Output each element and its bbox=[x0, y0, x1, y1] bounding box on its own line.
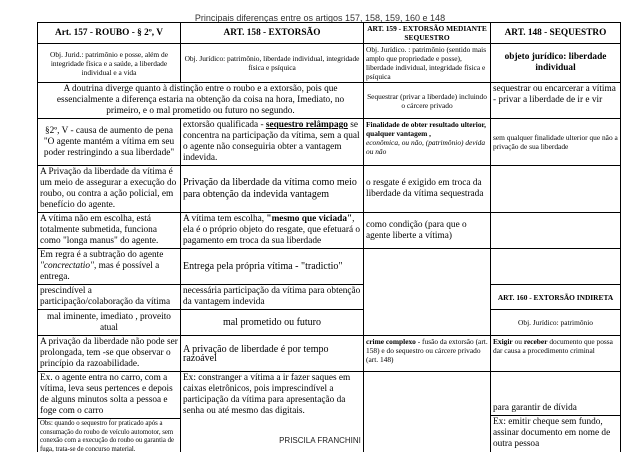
obj-juridico-157: Obj. Jurid.: patrimônio e posse, além de integridade física e a saúde, a liberdade individual e a vida bbox=[38, 44, 181, 83]
finalidade-title: Finalidade de obter resultado ulterior, qualquer vantagem , bbox=[366, 120, 486, 138]
exigir-text: documento que possa dar causa a procedimento criminal bbox=[493, 337, 613, 355]
vitima-escolha-pre: A vítima tem escolha, bbox=[183, 214, 267, 224]
subtracao-157 bbox=[38, 249, 181, 285]
condicao-159: como condição (para que o agente liberte a vítima) bbox=[364, 213, 491, 249]
subtracao-pre: Em regra é a subtração do agente bbox=[40, 250, 164, 260]
receber-label: receber bbox=[523, 337, 548, 346]
doutrina-diverge: A doutrina diverge quanto à distinção entre o roubo e a extorsão, pois que essencialmente a diferença estaria na obtenção da coisa na hora, Imediato, no primeiro, e o mal prometido ou futuro no segundo. bbox=[38, 83, 364, 119]
empty-148-row4 bbox=[491, 166, 621, 213]
sequestro-relampago: sequestro relâmpago bbox=[265, 120, 348, 130]
privacao-meio-158: Privação da liberdade da vítima como meio para obtenção da indevida vantagem bbox=[181, 166, 364, 213]
empty-148-row5 bbox=[491, 213, 621, 249]
sequestrar-159: Sequestrar (privar a liberdade) incluindo o cárcere privado bbox=[364, 83, 491, 119]
obs-157-text: Obs: quando o sequestro for praticado após a consumação do roubo de veículo automotor, sem conexão com a execução do roubo ou garantia de fuga, trata-se de concurso material. bbox=[38, 418, 180, 452]
page-title: Principais diferenças entre os artigos 157, 158, 159, 160 e 148 bbox=[194, 13, 446, 23]
empty-148-row6 bbox=[491, 249, 621, 285]
mesmo-que-viciada: "mesmo que viciada" bbox=[266, 214, 353, 224]
empty-159-row6 bbox=[364, 249, 491, 310]
prescindivel-157: prescindível a participação/colaboração da vítima bbox=[38, 285, 181, 310]
obj-juridico-158: Obj. Jurídico: patrimônio, liberdade individual, integridade física e psíquica bbox=[181, 44, 364, 83]
garantir-divida-text: para garantir de dívida bbox=[493, 403, 577, 413]
exigir-label: Exigir bbox=[493, 337, 513, 346]
exemplo-158: Ex: constranger a vítima a ir fazer saques em caixas eletrônicos, pois imprescindível a participação da vítima para apresentação da senha ou até mesmo das digitais. bbox=[181, 372, 364, 452]
causa-aumento-157: §2º, V - causa de aumento de pena "O agente mantém a vítima em seu poder restringindo a sua liberdade" bbox=[38, 119, 181, 166]
privacao-razoavel-157: A privação da liberdade não pode ser prolongada, tem -se que observar o princípio da razoabilidade. bbox=[38, 336, 181, 372]
ou-text: ou bbox=[512, 337, 524, 346]
privacao-razoavel-158: A privação de liberdade é por tempo razoável bbox=[181, 336, 364, 372]
header-art160: ART. 160 - EXTORSÃO INDIRETA bbox=[491, 285, 621, 310]
empty-159-row8 bbox=[364, 310, 491, 336]
extorsao-qualificada-text: se concentra na participação da vítima, sem a qual o agente não conseguiria obter a vantagem indevida. bbox=[183, 120, 360, 163]
extorsao-qualificada-158 bbox=[181, 119, 364, 166]
footer-author: PRISCILA FRANCHINI bbox=[279, 436, 361, 445]
finalidade-159 bbox=[364, 119, 491, 166]
obj-juridico-148: objeto jurídico: liberdade individual bbox=[491, 44, 621, 83]
resgate-159: o resgate é exigido em troca da liberdade da vítima sequestrada bbox=[364, 166, 491, 213]
sequestrar-148: sequestrar ou encarcerar a vítima - privar a liberdade de ir e vir bbox=[491, 83, 621, 119]
vitima-tem-escolha-158 bbox=[181, 213, 364, 249]
obj-juridico-159: Obj. Jurídico. : patrimônio (sentido mais amplo que propriedade e posse), liberdade individual, integridade física e psíquica bbox=[364, 44, 491, 83]
mal-futuro-158: mal prometido ou futuro bbox=[181, 310, 364, 336]
header-art159: ART. 159 - EXTORSÃO MEDIANTE SEQUESTRO bbox=[364, 23, 491, 44]
exigir-receber-160 bbox=[491, 336, 621, 372]
header-art148: ART. 148 - SEQUESTRO bbox=[491, 23, 621, 44]
privacao-meio-157: A Privação da liberdade da vítima é um meio de assegurar a execução do roubo, ou contra a ação policial, em benefício do agente. bbox=[38, 166, 181, 213]
vitima-sem-escolha-157: A vítima não em escolha, está totalmente submetida, funciona como "longa manus" do agente. bbox=[38, 213, 181, 249]
obj-juridico-160: Obj. Jurídico: patrimônio bbox=[491, 310, 621, 336]
concrectatio: "concrectatio" bbox=[40, 261, 94, 271]
exemplo-160-text: Ex: emitir cheque sem fundo, assinar documento em nome de outra pessoa bbox=[493, 417, 611, 449]
subtracao-post: , mas é possível a entrega. bbox=[40, 261, 160, 282]
crime-complexo-text: - fusão da extorsão (art. 158) e do sequestro ou cárcere privado (art. 148) bbox=[366, 337, 488, 364]
mal-iminente-157: mal iminente, imediato , proveito atual bbox=[38, 310, 181, 336]
garantir-divida bbox=[491, 372, 620, 416]
comparison-table bbox=[37, 22, 621, 452]
crime-complexo-label: crime complexo bbox=[366, 337, 416, 346]
exemplo-157-text: Ex. o agente entra no carro, com a vítima, leva seus pertences e depois de alguns minutos solta a pessoa e foge com o carro bbox=[40, 373, 173, 416]
necessaria-158: necessária participação da vítima para obtenção da vantagem indevida bbox=[181, 285, 364, 310]
tradictio-158: Entrega pela própria vítima - "tradictio" bbox=[181, 249, 364, 285]
extorsao-qualificada-label: extorsão qualificada - bbox=[183, 120, 266, 130]
finalidade-body: econômica, ou não, (patrimônio) devida ou não bbox=[366, 138, 486, 156]
finalidade-148: sem qualquer finalidade ulterior que não a privação de sua liberdade bbox=[491, 119, 621, 166]
header-art157: Art. 157 - ROUBO - § 2º, V bbox=[38, 23, 181, 44]
vitima-escolha-post: , ela é o próprio objeto do resgate, que efetuará o pagamento em troca da sua liberdade bbox=[183, 214, 361, 246]
crime-complexo-159 bbox=[364, 336, 491, 372]
header-art158: ART. 158 - EXTORSÃO bbox=[181, 23, 364, 44]
